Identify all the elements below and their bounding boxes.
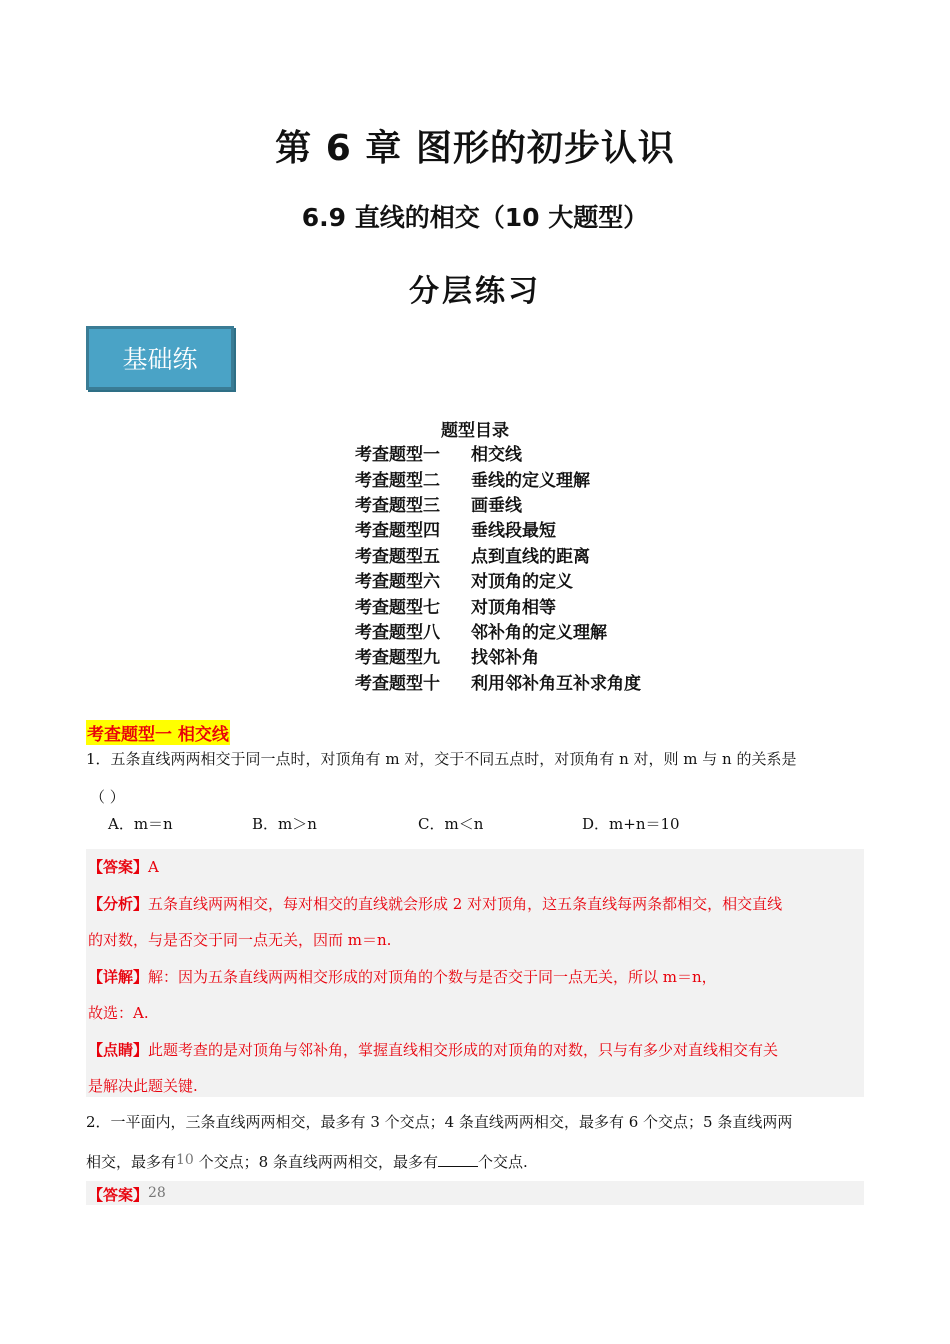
toc-item-label: 考查题型十: [355, 673, 440, 694]
toc-item[interactable]: [355, 618, 755, 643]
detail-tag: 【详解】: [88, 967, 149, 986]
option-d[interactable]: D．m+n＝10: [582, 815, 680, 833]
toc-item[interactable]: [355, 567, 755, 592]
analysis-tag: 【分析】: [88, 894, 149, 913]
toc-item-label: 考查题型二: [355, 470, 440, 491]
answer-value: 28: [148, 1185, 166, 1201]
toc-item[interactable]: [355, 465, 755, 490]
toc-heading: 题型目录: [441, 421, 509, 441]
question-2-filled-number: 10: [176, 1152, 194, 1168]
answer-tag: 【答案】: [88, 1186, 149, 1204]
toc-item[interactable]: [355, 592, 755, 617]
question-2-line1: 2．一平面内，三条直线两两相交，最多有 3 个交点；4 条直线两两相交，最多有 6 个交点；5 条直线两两: [86, 1113, 793, 1131]
analysis-text: 五条直线两两相交，每对相交的直线就会形成 2 对对顶角，这五条直线每两条都相交，相交直线: [148, 894, 783, 913]
toc-item-title: 点到直线的距离: [471, 546, 590, 567]
analysis-text-cont: 的对数，与是否交于同一点无关，因而 m＝n.: [88, 931, 392, 949]
toc-item[interactable]: [355, 491, 755, 516]
toc-item-label: 考查题型一: [355, 445, 440, 466]
answer-solution-box: [86, 849, 864, 1097]
option-c[interactable]: C．m＜n: [418, 815, 484, 833]
toc-item[interactable]: [355, 440, 755, 465]
fill-in-blank[interactable]: [438, 1152, 478, 1167]
toc-item-label: 考查题型七: [355, 597, 440, 618]
toc-item-label: 考查题型八: [355, 622, 440, 643]
option-a[interactable]: A．m＝n: [108, 815, 173, 833]
toc-item-title: 利用邻补角互补求角度: [471, 673, 641, 694]
comment-tag: 【点睛】: [88, 1040, 149, 1059]
section-title: 6.9 直线的相交（10 大题型）: [301, 203, 649, 232]
toc-item-title: 邻补角的定义理解: [471, 622, 607, 643]
toc-item-label: 考查题型三: [355, 495, 440, 516]
question-2-line2a: 相交，最多有: [86, 1153, 177, 1171]
toc-item[interactable]: [355, 542, 755, 567]
toc-item[interactable]: [355, 669, 755, 694]
toc-item-title: 画垂线: [471, 495, 522, 516]
question-1: [86, 740, 866, 816]
comment-text: 此题考查的是对顶角与邻补角，掌握直线相交形成的对顶角的对数，只与有多少对直线相交有关: [148, 1040, 779, 1059]
toc-list: [355, 440, 755, 694]
toc-item-label: 考查题型六: [355, 572, 440, 593]
option-b[interactable]: B．m＞n: [252, 815, 317, 833]
basic-practice-badge: 基础练: [86, 326, 234, 390]
answer-value: A: [148, 858, 159, 876]
question-2-line2b: 个交点；8 条直线两两相交，最多有: [198, 1153, 438, 1171]
question-2-line2c: 个交点.: [477, 1153, 528, 1171]
toc-item-title: 对顶角的定义: [471, 572, 573, 593]
answer-solution-box-2: [86, 1181, 864, 1205]
question-2: [86, 1103, 866, 1181]
practice-subtitle: 分层练习: [409, 274, 541, 309]
toc-item-label: 考查题型九: [355, 648, 440, 669]
toc-item-label: 考查题型五: [355, 546, 440, 567]
question-1-text: 1．五条直线两两相交于同一点时，对顶角有 m 对，交于不同五点时，对顶角有 n 对，则 m 与 n 的关系是: [86, 750, 797, 768]
detail-text: 解：因为五条直线两两相交形成的对顶角的个数与是否交于同一点无关，所以 m＝n，: [148, 967, 717, 986]
comment-text-cont: 是解决此题关键.: [88, 1077, 198, 1095]
detail-text-cont: 故选：A.: [88, 1004, 149, 1022]
question-type-heading: 考查题型一 相交线: [86, 720, 230, 745]
toc-item-title: 垂线的定义理解: [471, 470, 590, 491]
toc-item-title: 对顶角相等: [471, 597, 556, 618]
toc-item[interactable]: [355, 516, 755, 541]
toc-item-label: 考查题型四: [355, 521, 440, 542]
toc-item-title: 垂线段最短: [471, 521, 556, 542]
toc-item[interactable]: [355, 643, 755, 668]
answer-tag: 【答案】: [88, 858, 149, 876]
answer-parentheses: （ ）: [90, 788, 125, 806]
chapter-title: 第 6 章 图形的初步认识: [275, 128, 675, 169]
toc-item-title: 相交线: [471, 445, 522, 466]
toc-item-title: 找邻补角: [471, 648, 539, 669]
